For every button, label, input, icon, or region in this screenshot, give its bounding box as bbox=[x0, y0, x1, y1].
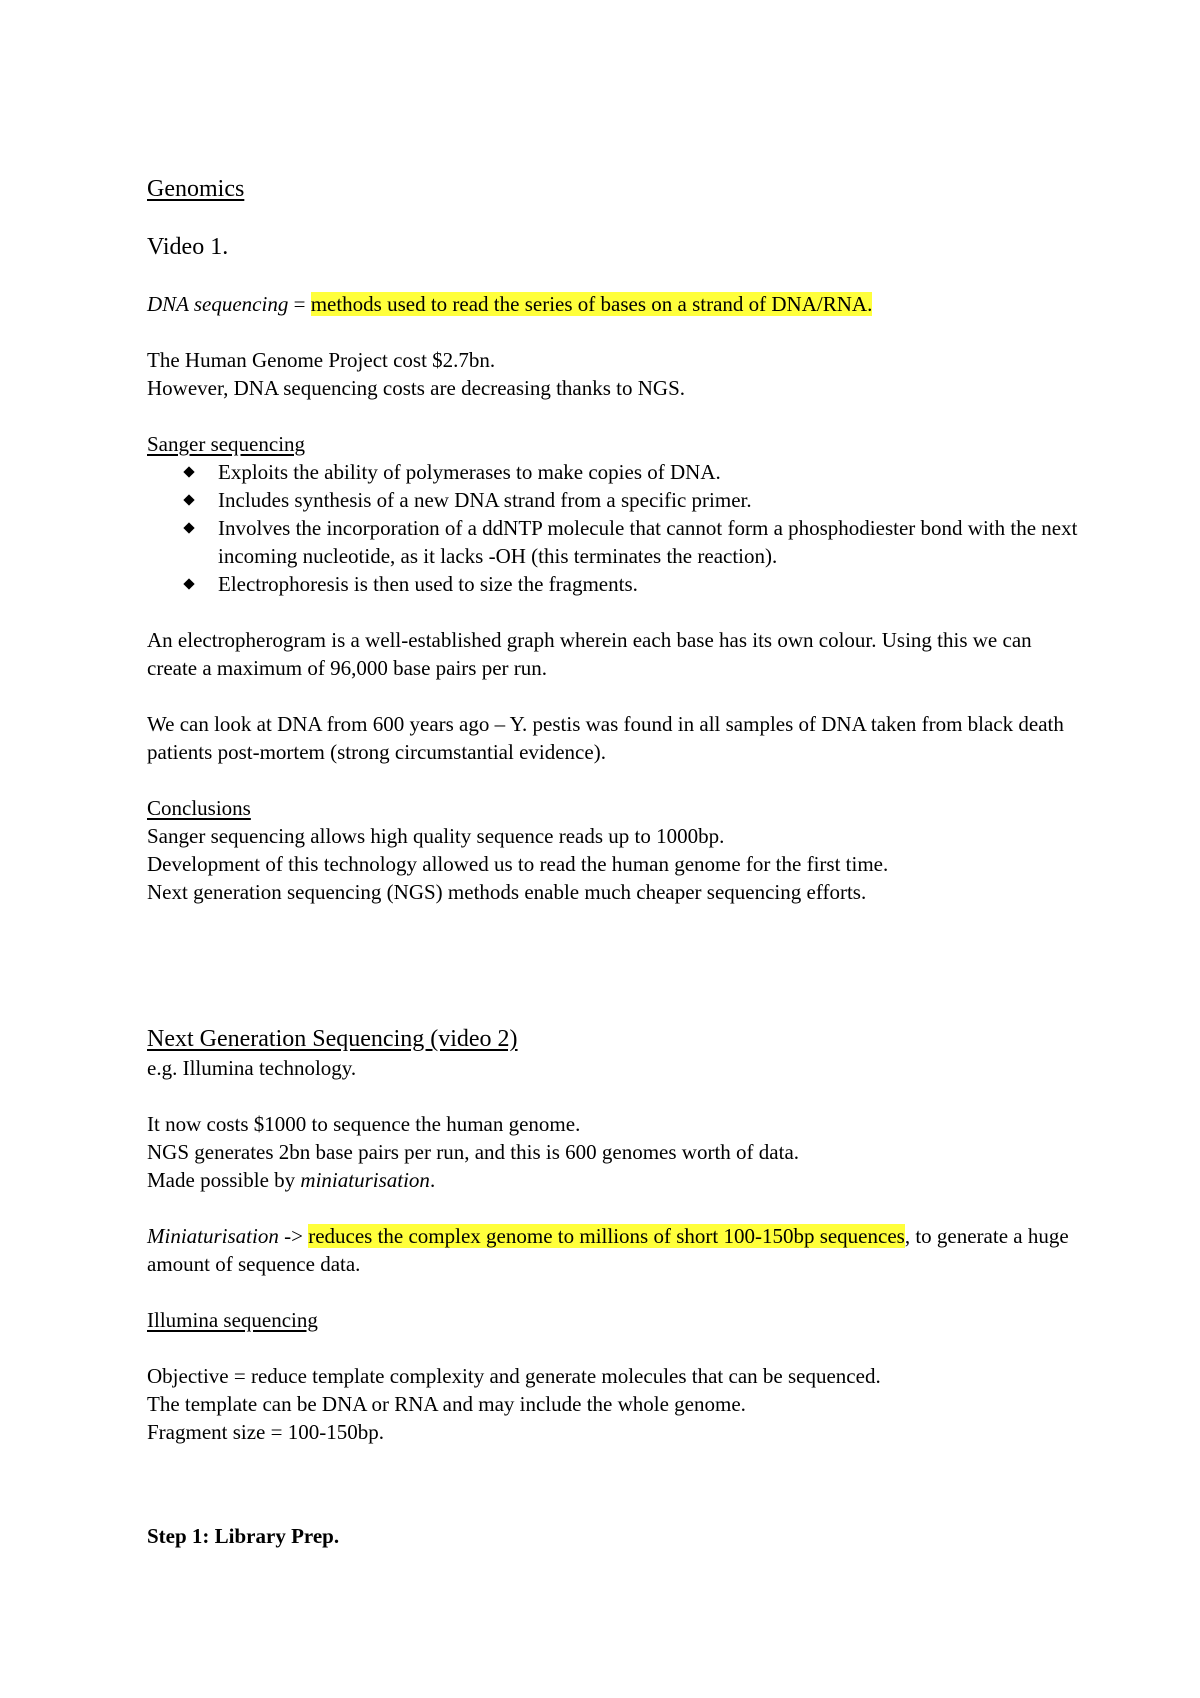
bullet-text: Involves the incorporation of a ddNTP molecule that cannot form a phosphodiester bond with the next incoming nucleotide, as it lacks -OH (this terminates the reaction). bbox=[218, 516, 1078, 568]
miniaturisation-highlight: reduces the complex genome to millions of short 100-150bp sequences bbox=[308, 1224, 905, 1248]
sanger-heading: Sanger sequencing bbox=[147, 432, 306, 456]
fragment-line: Fragment size = 100-150bp. bbox=[147, 1420, 384, 1444]
made-prefix: Made possible by bbox=[147, 1168, 301, 1192]
section-gap bbox=[147, 1446, 1080, 1522]
diamond-bullet-icon bbox=[183, 578, 194, 589]
spacer bbox=[147, 262, 1080, 290]
spacer bbox=[147, 1334, 1080, 1362]
bullet-text: Electrophoresis is then used to size the fragments. bbox=[218, 572, 638, 596]
spacer bbox=[147, 1278, 1080, 1306]
spacer bbox=[147, 318, 1080, 346]
definition-separator: = bbox=[288, 292, 311, 316]
bullet-text: Includes synthesis of a new DNA strand from a specific primer. bbox=[218, 488, 752, 512]
conclusions-heading: Conclusions bbox=[147, 796, 251, 820]
list-item bbox=[183, 514, 1080, 570]
video1-heading: Video 1. bbox=[147, 234, 229, 260]
miniaturisation-paragraph bbox=[147, 1222, 1080, 1278]
illumina-heading: Illumina sequencing bbox=[147, 1308, 318, 1332]
spacer bbox=[147, 1082, 1080, 1110]
ngs-made-possible-line bbox=[147, 1166, 1080, 1194]
list-item bbox=[183, 570, 1080, 598]
ypestis-paragraph: We can look at DNA from 600 years ago – Y. pestis was found in all samples of DNA taken from black death patients post-mortem (strong circumstantial evidence). bbox=[147, 712, 1064, 764]
definition-term: DNA sequencing bbox=[147, 292, 289, 316]
objective-line: Objective = reduce template complexity and generate molecules that can be sequenced. bbox=[147, 1364, 881, 1388]
conclusion-line-3: Next generation sequencing (NGS) methods enable much cheaper sequencing efforts. bbox=[147, 880, 867, 904]
spacer bbox=[147, 1194, 1080, 1222]
ngs-cost-line: It now costs $1000 to sequence the human genome. bbox=[147, 1112, 581, 1136]
miniaturisation-term: Miniaturisation bbox=[147, 1224, 279, 1248]
ngs-bp-line: NGS generates 2bn base pairs per run, and this is 600 genomes worth of data. bbox=[147, 1140, 800, 1164]
spacer bbox=[147, 402, 1080, 430]
step1-heading: Step 1: Library Prep. bbox=[147, 1524, 340, 1548]
list-item bbox=[183, 458, 1080, 486]
made-suffix: . bbox=[429, 1168, 436, 1192]
ngs-example: e.g. Illumina technology. bbox=[147, 1056, 357, 1080]
bullet-text: Exploits the ability of polymerases to make copies of DNA. bbox=[218, 460, 721, 484]
diamond-bullet-icon bbox=[183, 466, 194, 477]
sanger-bullet-list bbox=[147, 458, 1080, 598]
list-item bbox=[183, 486, 1080, 514]
spacer bbox=[147, 682, 1080, 710]
definition-paragraph bbox=[147, 290, 1080, 318]
conclusion-line-2: Development of this technology allowed us to read the human genome for the first time. bbox=[147, 852, 889, 876]
miniaturisation-rest: , to generate a huge amount of sequence data. bbox=[147, 1224, 1069, 1276]
hgp-line-2: However, DNA sequencing costs are decreasing thanks to NGS. bbox=[147, 376, 686, 400]
made-term: miniaturisation bbox=[300, 1168, 430, 1192]
spacer bbox=[147, 598, 1080, 626]
definition-highlight: methods used to read the series of bases on a strand of DNA/RNA. bbox=[310, 292, 873, 316]
template-line: The template can be DNA or RNA and may include the whole genome. bbox=[147, 1392, 746, 1416]
electropherogram-paragraph: An electropherogram is a well-established graph wherein each base has its own colour. Using this we can create a maximum of 96,000 base pairs per run. bbox=[147, 628, 1032, 680]
document-title: Genomics bbox=[147, 176, 245, 202]
diamond-bullet-icon bbox=[183, 522, 194, 533]
spacer bbox=[147, 766, 1080, 794]
section-gap bbox=[147, 906, 1080, 1024]
hgp-line-1: The Human Genome Project cost $2.7bn. bbox=[147, 348, 496, 372]
diamond-bullet-icon bbox=[183, 494, 194, 505]
conclusion-line-1: Sanger sequencing allows high quality sequence reads up to 1000bp. bbox=[147, 824, 725, 848]
arrow-text: -> bbox=[278, 1224, 309, 1248]
ngs-heading: Next Generation Sequencing (video 2) bbox=[147, 1026, 518, 1052]
